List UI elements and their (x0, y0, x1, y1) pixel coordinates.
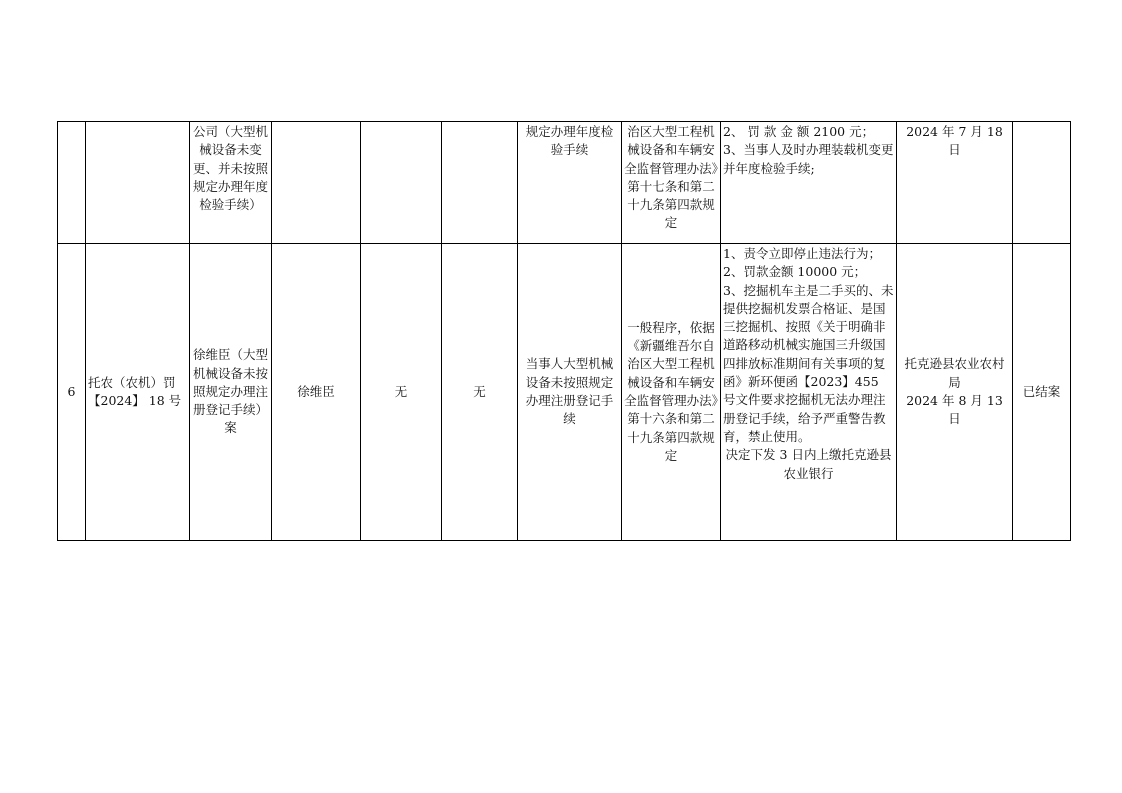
legal-basis-cell: 一般程序，依据《新疆维吾尔自治区大型工程机械设备和车辆安全监督管理办法》第十六条和第二十九条第四款规定 (622, 244, 721, 541)
decision-cell (721, 122, 897, 244)
decision-line: 决定下发 3 日内上缴托克逊县农业银行 (725, 447, 892, 481)
violation-cell: 当事人大型机械设备未按照规定办理注册登记手续 (518, 244, 622, 541)
table-row (58, 122, 1071, 244)
decision-line: 2、罚款金额 10000 元； (723, 264, 867, 280)
col5-cell (361, 122, 442, 244)
col6-cell: 无 (442, 244, 518, 541)
decision-date: 2024 年 7 月 18 日 (906, 124, 1003, 158)
status-cell (1013, 122, 1071, 244)
case-name-cell: 徐维臣（大型机械设备未按照规定办理注册登记手续）案 (190, 244, 272, 541)
status-cell: 已结案 (1013, 244, 1071, 541)
authority-date-cell (897, 122, 1013, 244)
legal-basis-cell: 治区大型工程机械设备和车辆安全监督管理办法》第十七条和第二十九条第四款规定 (622, 122, 721, 244)
col5-cell: 无 (361, 244, 442, 541)
row-number-cell: 6 (58, 244, 86, 541)
violation-cell: 规定办理年度检验手续 (518, 122, 622, 244)
decision-line: 2、 罚 款 金 额 2100 元； (723, 124, 875, 139)
case-id-cell: 托农（农机）罚【2024】 18 号 (86, 244, 190, 541)
authority-text: 托克逊县农业农村局 (904, 356, 1005, 390)
party-cell: 徐维臣 (272, 244, 361, 541)
decision-line: 3、挖掘机车主是二手买的、未提供挖掘机发票合格证、是国三挖掘机、按照《关于明确非道路移动机械实施国三升级国四排放标准期间有关事项的复函》新环便函【2023】455 号文件要求挖掘机无法办理注册登记手续，给予严重警告教育，禁止使用。 (723, 282, 894, 444)
case-id-cell (86, 122, 190, 244)
table-row (58, 244, 1071, 541)
decision-cell (721, 244, 897, 541)
authority-date-cell (897, 244, 1013, 541)
decision-date: 2024 年 8 月 13 日 (906, 393, 1003, 427)
penalty-table (57, 121, 1071, 541)
party-cell (272, 122, 361, 244)
decision-line: 1、责令立即停止违法行为； (723, 246, 881, 261)
row-number-cell (58, 122, 86, 244)
case-name-cell: 公司（大型机械设备未变更、并未按照规定办理年度检验手续） (190, 122, 272, 244)
decision-line: 3、当事人及时办理装载机变更并年度检验手续; (723, 142, 894, 176)
col6-cell (442, 122, 518, 244)
